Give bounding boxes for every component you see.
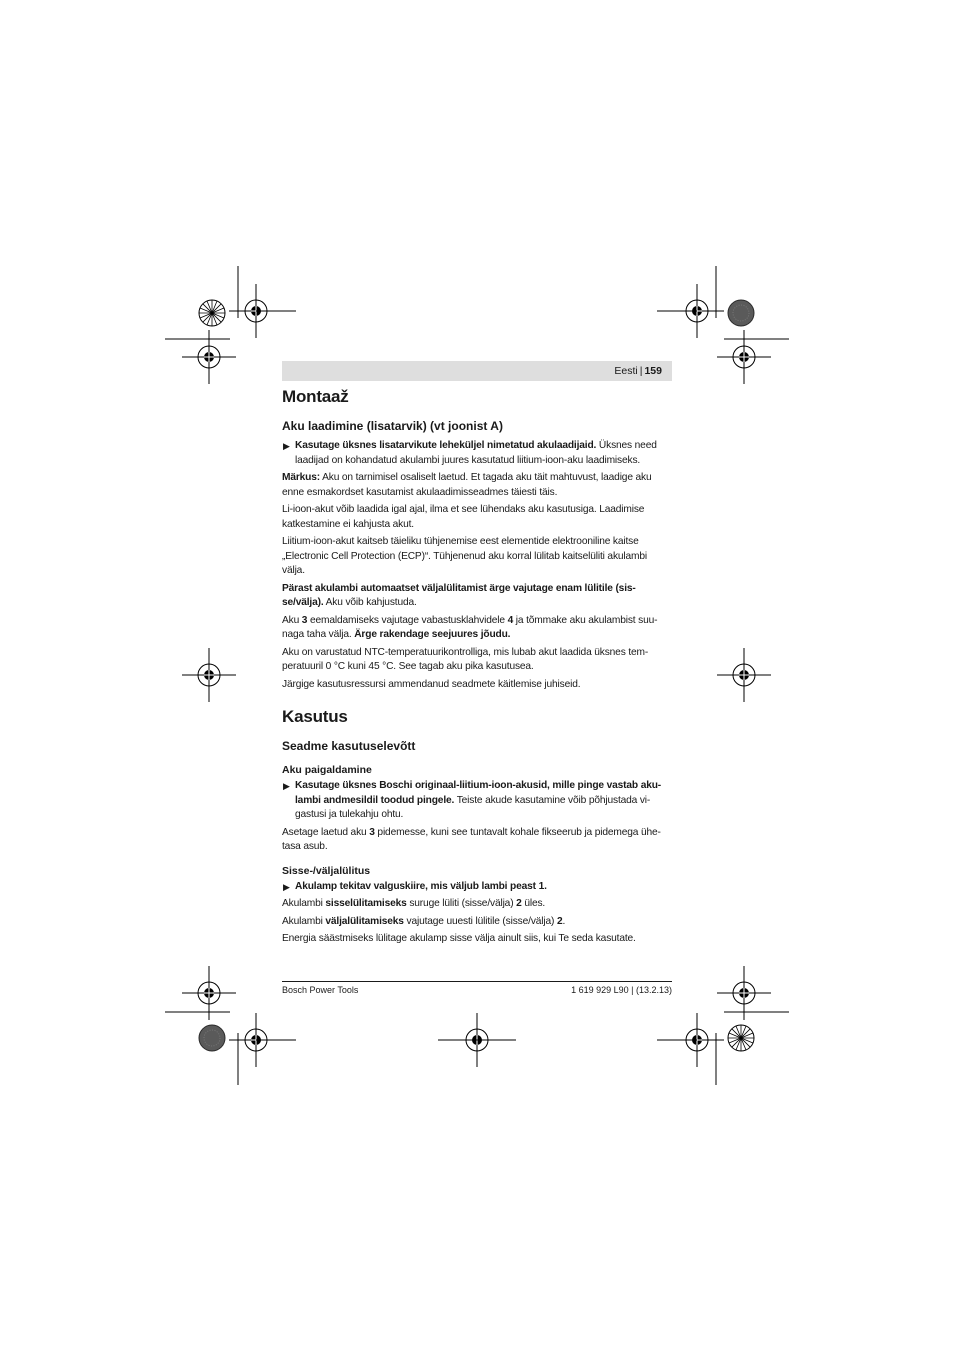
starburst-mark-icon — [199, 300, 225, 326]
paragraph-ecp: Liitium-ioon-akut kaitseb täieliku tühjenemise eest elementide elektrooniline kaitse „Electronic Cell Protection (ECP)“. Tühjenenud aku korral lülitab kaitselüliti akulambi välja. — [282, 536, 647, 576]
crosshair-mark-icon — [182, 648, 236, 702]
remove-ref-3: 3 — [301, 614, 308, 626]
page-number: 159 — [644, 365, 662, 377]
remove-ref-4: 4 — [507, 614, 514, 626]
on-ref-2: 2 — [516, 898, 522, 909]
off-bold: väljalülitamiseks — [325, 915, 404, 927]
heading-charging: Aku laadimine (lisatarvik) (vt joonist A) — [282, 419, 503, 433]
heading-startup: Seadme kasutuselevõtt — [282, 739, 416, 753]
on-text-1: Akulambi — [282, 898, 326, 909]
on-text-3: üles. — [521, 898, 546, 909]
remove-text-2: eemaldamiseks vajutage vabastusklahvidele — [307, 614, 508, 626]
paragraph-remove-battery — [282, 614, 672, 643]
bullet3-bold: Akulamp tekitav valguskiire, mis väljub lambi peast 1. — [295, 880, 547, 892]
paragraph-energy: Energia säästmiseks lülitage akulamp sisse välja ainult siis, kui Te seda kasutate. — [282, 933, 636, 944]
after-switchoff-bold: Pärast akulambi automaatset väljalülitamist ärge vajutage enam lülitile (sis-se/välja). — [282, 582, 636, 608]
paragraph-disposal: Järgige kasutusressursi ammendanud seadmete käitlemise juhiseid. — [282, 678, 581, 690]
after-switchoff-rest: Aku võib kahjustuda. — [323, 597, 417, 608]
footer-brand: Bosch Power Tools — [282, 985, 359, 995]
section-title-kasutus: Kasutus — [282, 707, 348, 726]
bullet1-rest: Üksnes need laadijad on kohandatud akulambi juures kasutatud liitium-ioon-aku laadimiseks. — [295, 440, 657, 466]
on-bold: sisselülitamiseks — [325, 898, 407, 909]
header-text — [614, 364, 662, 378]
bullet-light-beam — [282, 880, 672, 895]
bullet1-bold: Kasutage üksnes lisatarvikute leheküljel nimetatud akulaadijaid. — [295, 440, 597, 451]
paragraph-ntc: Aku on varustatud NTC-temperatuurikontrolliga, mis lubab akut laadida üksnes tem-peratuuril 0 °C kuni 45 °C. See tagab aku pika kasutusea. — [282, 646, 649, 672]
remove-text-1: Aku — [282, 614, 302, 626]
insert-ref-3: 3 — [369, 826, 375, 838]
off-ref-2: 2 — [556, 915, 563, 927]
paragraph-li-ion: Li-ioon-akut võib laadida igal ajal, ilma et see lühendaks aku kasutusiga. Laadimise katkestamine ei kahjusta akut. — [282, 504, 645, 530]
off-text-2: vajutage uuesti lülitile (sisse/välja) — [403, 915, 557, 927]
triangle-right-icon: ▶ — [283, 441, 290, 451]
note-text: Aku on tarnimisel osaliselt laetud. Et tagada aku täit mahtuvust, laadige aku enne esmakordset kasutamist akulaadimisseadmes täiesti täis. — [282, 472, 652, 498]
bullet2-rest: Teiste akude kasutamine võib põhjustada vi-gastusi ja tulekahju ohtu. — [295, 794, 651, 820]
grayball-mark-icon — [199, 1025, 225, 1051]
remove-text-3: ja tõmmake aku akulambist suu-naga taha välja. — [282, 614, 658, 640]
bullet-charger-warning — [282, 439, 672, 468]
note-label: Märkus: — [282, 472, 321, 483]
paragraph-note — [282, 471, 672, 500]
off-text-3: . — [562, 915, 566, 927]
insert-text-2: pidemesse, kuni see tuntavalt kohale fikseerub ja pidemega ühe-tasa asub. — [282, 826, 661, 852]
paragraph-switch-off — [282, 915, 672, 930]
crosshair-mark-icon — [717, 648, 771, 702]
header-separator: | — [639, 365, 643, 377]
crosshair-mark-icon — [182, 330, 236, 384]
paragraph-insert-battery — [282, 826, 672, 855]
on-text-2: suruge lüliti (sisse/välja) — [406, 898, 517, 909]
footer-doc-number: 1 619 929 L90 | (13.2.13) — [571, 985, 672, 995]
grayball-mark-icon — [728, 300, 754, 326]
heading-switch: Sisse-/väljalülitus — [282, 864, 371, 877]
remove-bold: Ärge rakendage seejuures jõudu. — [354, 629, 511, 640]
heading-insert-battery: Aku paigaldamine — [282, 764, 372, 776]
section-title-montaaz: Montaaž — [282, 387, 349, 406]
starburst-mark-icon — [728, 1025, 754, 1051]
bullet-original-battery — [282, 779, 672, 823]
header-language: Eesti — [614, 365, 638, 377]
insert-text-1: Asetage laetud aku — [282, 826, 370, 838]
crosshair-mark-icon — [717, 330, 771, 384]
off-text-1: Akulambi — [282, 915, 326, 927]
footer-rule — [282, 981, 672, 982]
paragraph-switch-on — [282, 897, 672, 912]
triangle-right-icon: ▶ — [283, 781, 290, 791]
bullet2-bold: Kasutage üksnes Boschi originaal-liitium-ioon-akusid, mille pinge vastab aku-lambi andmesildil toodud pingele. — [295, 780, 662, 806]
page-header — [282, 361, 672, 381]
triangle-right-icon: ▶ — [283, 881, 290, 892]
paragraph-after-switchoff — [282, 582, 672, 611]
page-content — [282, 386, 672, 947]
